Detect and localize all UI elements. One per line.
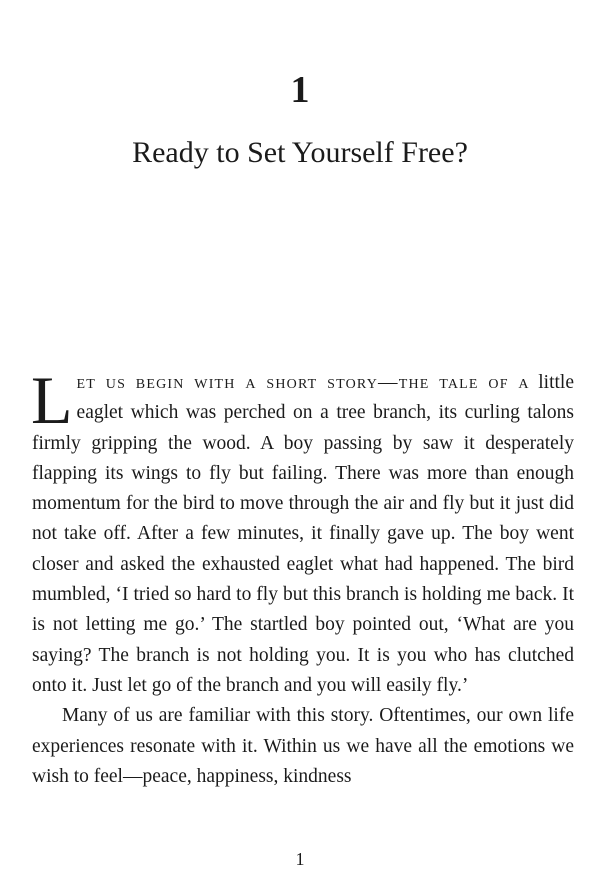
paragraph-1-text: little eaglet which was perched on a tree branch, its curling talons firmly gripping the wood. A boy passing by saw it desperately flapping its wings to fly but failing. There was more than enough momentum for the bird to move through the air and fly but it just did not take off. After a few minutes, it finally gave up. The boy went closer and asked the exhausted eaglet what had happened. The bird mumbled, ‘I tried so hard to fly but this branch is holding me back. It is not letting me go.’ The startled boy pointed out, ‘What are you saying? The branch is not holding you. It is you who has clutched onto it. Just let go of the branch and you will easily fly.’ (32, 372, 575, 696)
paragraph-2: Many of us are familiar with this story. Oftentimes, our own life experiences resonate with it. Within us we have all the emotions we wish to feel—peace, happiness, kindness (32, 705, 574, 787)
page-number: 1 (295, 849, 305, 869)
lead-in-smallcaps: et us begin with a short story—the tale of a (76, 372, 530, 393)
paragraph-1 (31, 362, 575, 701)
chapter-title: Ready to Set Yourself Free? (132, 136, 468, 169)
chapter-number: 1 (290, 69, 310, 111)
body-text (31, 362, 575, 792)
drop-cap: L (31, 362, 73, 438)
